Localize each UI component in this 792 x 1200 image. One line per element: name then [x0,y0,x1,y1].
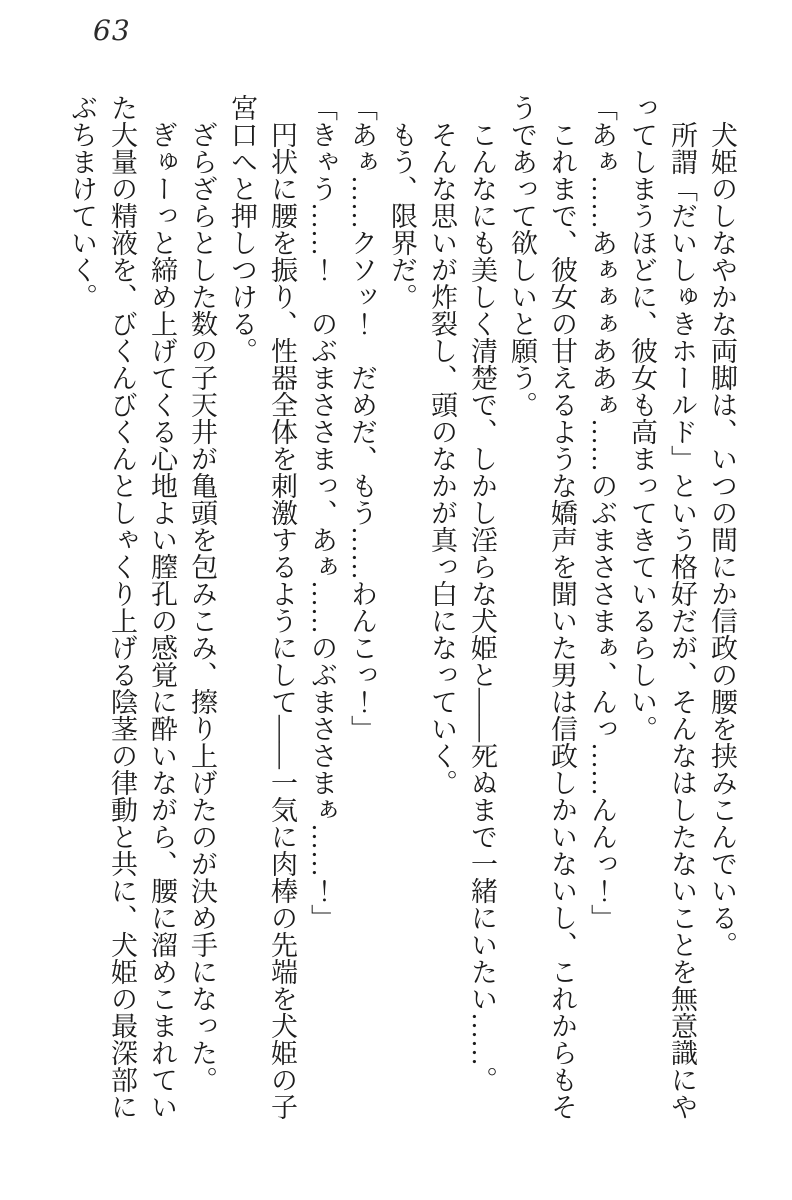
page-number: 63 [93,14,131,47]
paragraph: 犬姫のしなやかな両脚は、いつの間にか信政の腰を挟みこんでいる。 [707,121,737,958]
paragraph: 「きゃう……！ のぶまささまっ、あぁ……のぶまささまぁ……！」 [307,94,337,931]
paragraph: 「あぁ……あぁぁぁああぁ……のぶまささまぁ、んっ……んんっ！」 [587,94,617,931]
paragraph: もう、限界だ。 [387,121,417,310]
paragraph: ぎゅーっと締め上げてくる心地よい膣孔の感覚に酔いながら、腰に溜めこまれていた大量の精液を、びくんびくんとしゃくり上げる陰茎の律動と共に、犬姫の最深部にぶちまけていく。 [67,94,177,1120]
paragraph: 「あぁ……クソッ！ だめだ、もう……わんこっ！」 [347,94,377,742]
paragraph: これまで、彼女の甘えるような嬌声を聞いた男は信政しかいないし、これからもそうであって欲しいと願う。 [507,94,577,1120]
paragraph: そんな思いが炸裂し、頭のなかが真っ白になっていく。 [427,121,457,796]
paragraph: こんなにも美しく清楚で、しかし淫らな犬姫と――死ぬまで一緒にいたい……。 [467,121,497,1093]
paragraph: ざらざらとした数の子天井が亀頭を包みこみ、擦り上げたのが決め手になった。 [187,121,217,1093]
paragraph: 所謂「だいしゅきホールド」という格好だが、そんなはしたないことを無意識にやってしまうほどに、彼女も高まってきているらしい。 [627,94,697,1120]
text-block [62,94,742,1120]
paragraph: 円状に腰を振り、性器全体を刺激するようにして――一気に肉棒の先端を犬姫の子宮口へと押しつける。 [227,94,297,1120]
